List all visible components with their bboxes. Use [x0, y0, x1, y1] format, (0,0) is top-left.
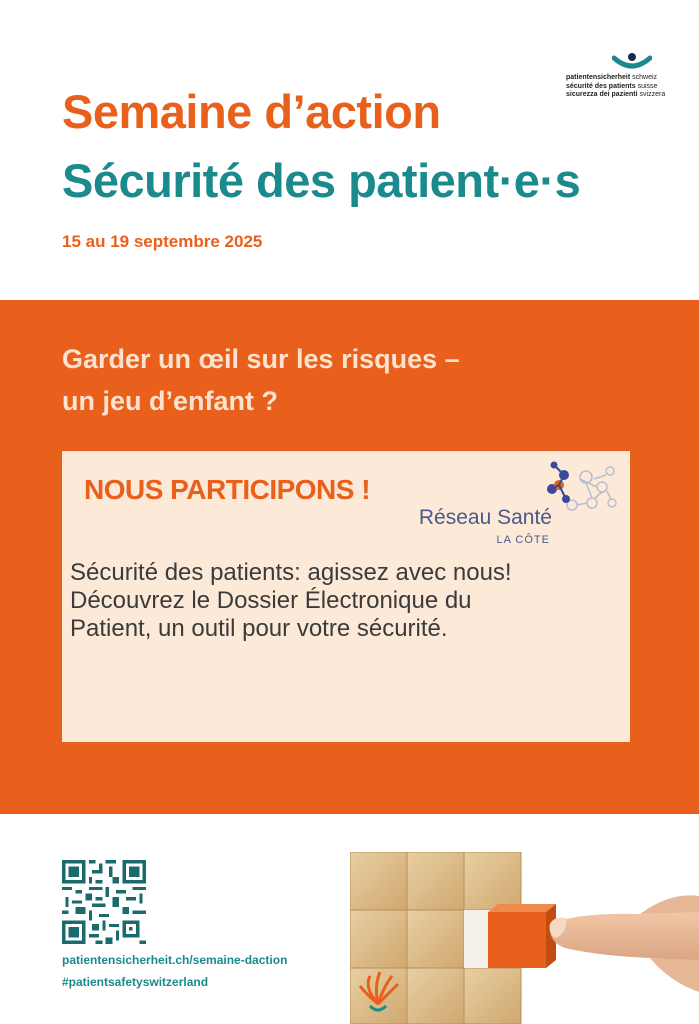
partner-subtitle: LA CÔTE: [496, 534, 550, 546]
partner-name: Réseau Santé: [418, 506, 552, 529]
card-heading: NOUS PARTICIPONS !: [84, 474, 371, 505]
campaign-url-link[interactable]: patientensicherheit.ch/semaine-daction: [62, 953, 288, 967]
hashtag: #patientsafetyswitzerland: [62, 975, 209, 989]
event-dates: 15 au 19 septembre 2025: [62, 232, 263, 251]
title-line-2: Sécurité des patient·e·s: [62, 154, 581, 207]
patient-safety-logo: patientensicherheit schweiz sécurité des patients suisse sicurezza dei pazienti svizzera: [566, 52, 684, 100]
participation-card: [62, 451, 630, 742]
header-section: [0, 0, 699, 300]
title-line-1: Semaine d’action: [62, 85, 441, 138]
qr-code[interactable]: [62, 860, 146, 944]
campaign-question: Garder un œil sur les risques – un jeu d’enfant ?: [62, 344, 460, 416]
card-body-text: Sécurité des patients: agissez avec nous! Découvrez le Dossier Électronique du Patient, un outil pour votre sécurité.: [70, 559, 512, 642]
blocks-photo: [350, 852, 699, 1024]
eye-icon: [612, 52, 652, 74]
